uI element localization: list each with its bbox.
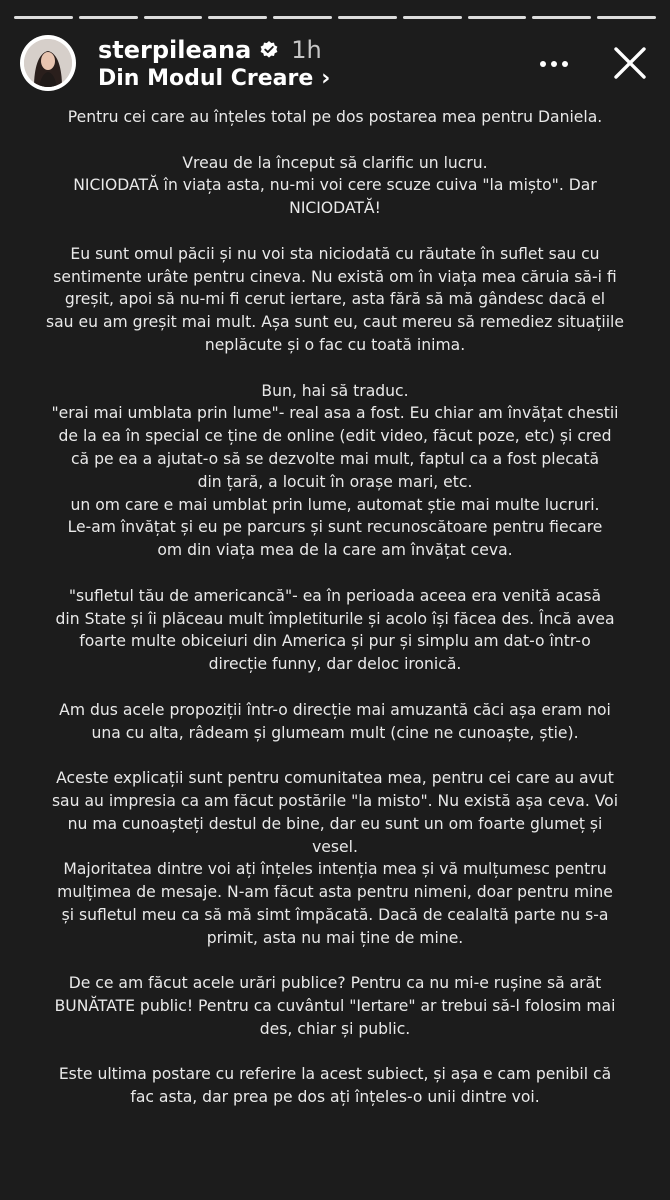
more-dot — [540, 61, 546, 67]
story-line: din State și îi plăceau mult împletiturile și acolo își făcea des. Încă avea — [55, 609, 615, 628]
create-mode-label: Din Modul Creare — [98, 65, 314, 91]
story-line: des, chiar și public. — [259, 1019, 411, 1038]
story-line: De ce am făcut acele urări publice? Pentru ca nu mi-e rușine să arăt — [68, 974, 602, 993]
story-line: fac asta, dar prea pe dos ați înțeles-o unii dintre voi. — [130, 1088, 540, 1107]
progress-segment — [468, 16, 527, 19]
progress-segment — [532, 16, 591, 19]
more-dot — [562, 61, 568, 67]
story-paragraph — [42, 767, 628, 949]
create-mode-link[interactable] — [98, 65, 330, 91]
story-progress-bar — [14, 16, 656, 19]
story-paragraph — [42, 1063, 628, 1109]
story-paragraph — [42, 699, 628, 745]
story-line: și sufletul meu ca să mă simt împăcată. Dacă de cealaltă parte nu s-a — [61, 905, 609, 924]
progress-segment — [597, 16, 656, 19]
story-line: din țară, a locuit în orașe mari, etc. — [197, 472, 473, 491]
progress-segment — [338, 16, 397, 19]
progress-segment — [144, 16, 203, 19]
progress-segment — [403, 16, 462, 19]
story-line: BUNĂTATE public! Pentru ca cuvântul "Iertare" ar trebui să-l folosim mai — [54, 997, 616, 1016]
story-line: direcție funny, dar deloc ironică. — [208, 655, 462, 674]
progress-segment — [208, 16, 267, 19]
story-line: sau eu am greșit mai mult. Așa sunt eu, caut mereu să remediez situațiile — [45, 313, 624, 332]
story-line: sau au impresia ca am făcut postările "la misto". Nu există așa ceva. Voi — [51, 791, 619, 810]
more-horizontal-icon[interactable] — [534, 49, 574, 79]
post-time: 1h — [291, 36, 322, 64]
story-line: Vreau de la început să clarific un lucru. — [182, 153, 488, 172]
avatar-photo — [24, 39, 72, 87]
username[interactable]: sterpileana — [98, 36, 252, 64]
story-paragraph — [42, 972, 628, 1040]
story-line: Le-am învățat și eu pe parcurs și sunt recunoscătoare pentru fiecare — [67, 518, 603, 537]
story-line: om din viața mea de la care am învățat ceva. — [157, 541, 513, 560]
story-line: vesel. — [312, 837, 358, 856]
story-line: "sufletul tău de americancă"- ea în perioada aceea era venită acasă — [68, 586, 602, 605]
story-text — [42, 106, 628, 1132]
story-line: "erai mai umblata prin lume"- real asa a fost. Eu chiar am învățat chestii — [51, 404, 619, 423]
story-paragraph — [42, 243, 628, 357]
story-line: primit, asta nu mai ține de mine. — [206, 928, 464, 947]
chevron-right-icon: › — [321, 65, 331, 91]
story-line: neplăcute și o fac cu toată inima. — [204, 335, 466, 354]
story-line: foarte multe obiceiuri din America și pur și simplu am dat-o într-o — [79, 632, 591, 651]
story-line: Bun, hai să traduc. — [261, 381, 409, 400]
story-line: Este ultima postare cu referire la acest subiect, și așa e cam penibil că — [58, 1065, 612, 1084]
story-line: un om care e mai umblat prin lume, automat știe mai multe lucruri. — [70, 495, 600, 514]
progress-segment — [14, 16, 73, 19]
close-icon[interactable] — [610, 43, 650, 83]
story-line: greșit, apoi să nu-mi fi cerut iertare, asta fără să mă gândesc dacă el — [64, 290, 606, 309]
story-line: Pentru cei care au înțeles total pe dos postarea mea pentru Daniela. — [67, 108, 603, 126]
story-line: sentimente urâte pentru cineva. Nu există om în viața mea căruia să-i fi — [53, 267, 617, 286]
story-line: NICIODATĂ în viața asta, nu-mi voi cere scuze cuiva "la mișto". Dar — [73, 176, 597, 195]
story-line: nu ma cunoașteți destul de bine, dar eu sunt un om foarte glumeț și — [67, 814, 603, 833]
avatar[interactable] — [20, 35, 76, 91]
progress-segment — [273, 16, 332, 19]
story-line: de la ea în special ce ține de online (edit video, făcut poze, etc) și cred — [58, 427, 612, 446]
story-line: Aceste explicații sunt pentru comunitatea mea, pentru cei care au avut — [56, 769, 614, 788]
story-line: NICIODATĂ! — [289, 199, 381, 218]
story-line: Majoritatea dintre voi ați înțeles intenția mea și vă mulțumesc pentru — [63, 860, 607, 879]
story-line: Eu sunt omul păcii și nu voi sta niciodată cu răutate în suflet sau cu — [70, 244, 600, 263]
story-paragraph — [42, 585, 628, 676]
story-paragraph — [42, 152, 628, 220]
story-line: că pe ea a ajutat-o să se dezvolte mai mult, faptul ca a fost plecată — [70, 449, 600, 468]
more-dot — [551, 61, 557, 67]
story-line: Am dus acele propoziții într-o direcție mai amuzantă căci așa eram noi — [59, 700, 611, 719]
story-line: mulțimea de mesaje. N-am făcut asta pentru nimeni, doar pentru mine — [57, 883, 613, 902]
story-line: una cu alta, râdeam și glumeam mult (cine ne cunoaște, știe). — [91, 723, 579, 742]
verified-badge-icon — [259, 40, 279, 60]
story-paragraph — [42, 106, 628, 129]
story-header — [20, 33, 650, 93]
story-paragraph — [42, 380, 628, 562]
progress-segment — [79, 16, 138, 19]
